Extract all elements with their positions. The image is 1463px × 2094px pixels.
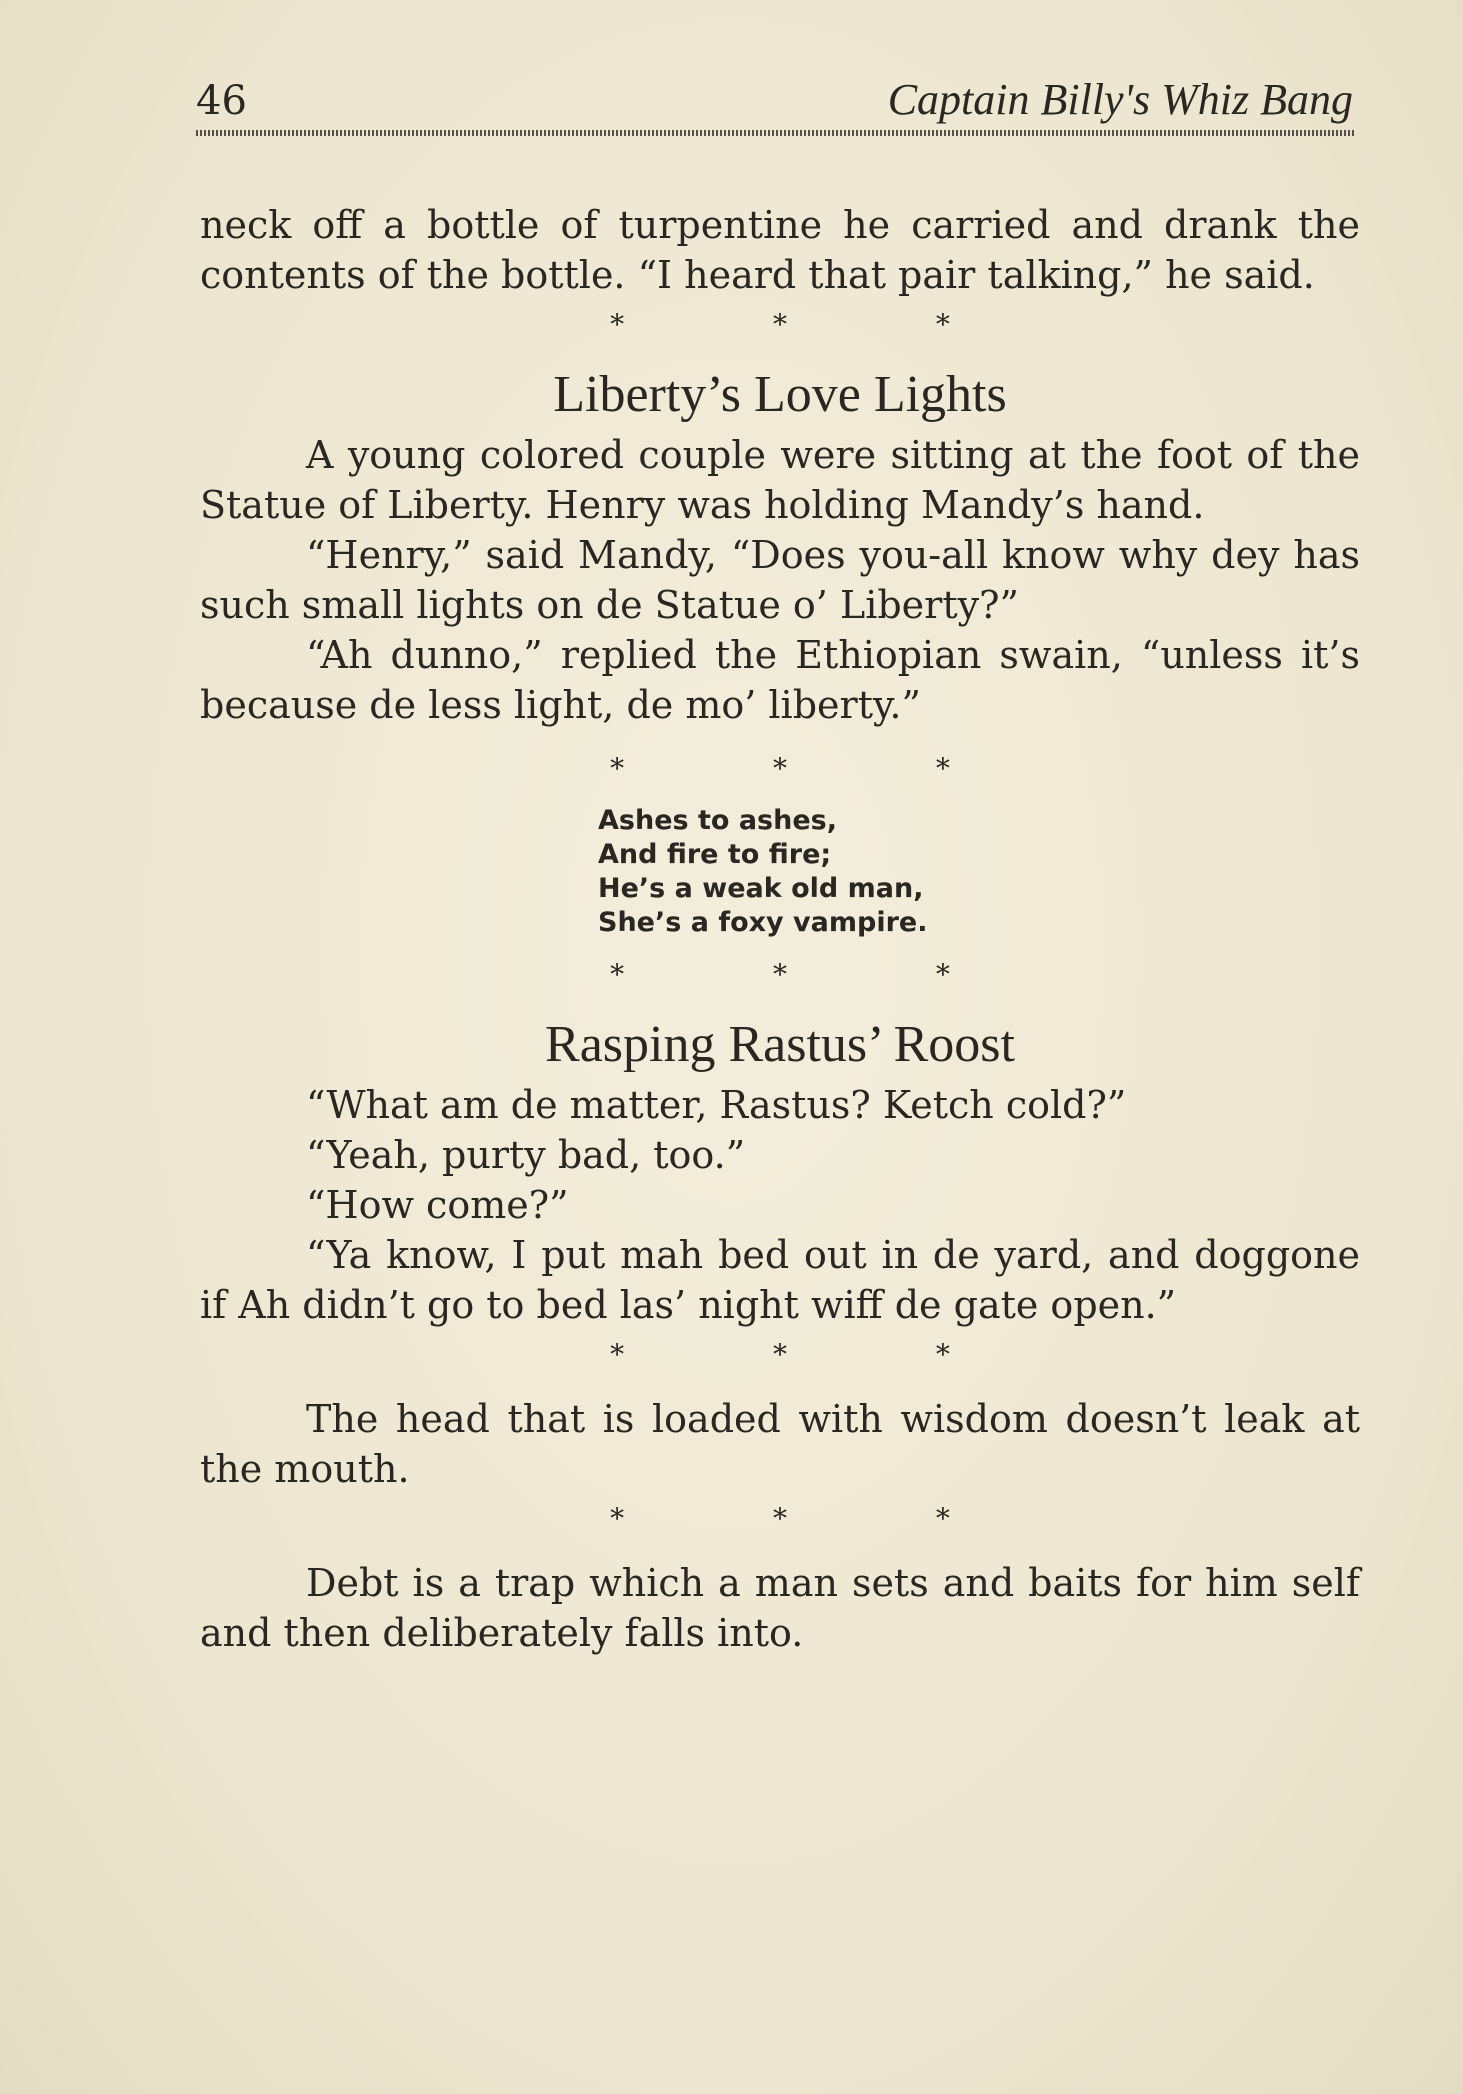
paragraph: “How come?” (306, 1183, 569, 1227)
paragraph: A young colored couple were sitting at the foot of the Statue of Liberty. Henry was holding Mandy’s hand. (200, 433, 1360, 527)
verse-line: And fire to fire; (598, 839, 832, 870)
verse (598, 804, 1360, 940)
separator-4: * * * (610, 1338, 1020, 1371)
separator-3: * * * (610, 958, 1020, 991)
running-title: Captain Billy's Whiz Bang (887, 75, 1353, 124)
page-number: 46 (196, 78, 247, 124)
continuation-paragraph: neck off a bottle of turpentine he carried and drank the contents of the bottle. “I heard that pair talking,” he said. (200, 203, 1360, 297)
separator-1: * * * (610, 308, 1020, 341)
page-body (200, 200, 1360, 1658)
verse-line: He’s a weak old man, (598, 873, 924, 904)
joke-debt: Debt is a trap which a man sets and baits for him self and then deliberately falls into. (200, 1561, 1360, 1655)
verse-line: She’s a foxy vampire. (598, 907, 928, 938)
paragraph: “Ah dunno,” replied the Ethiopian swain, “unless it’s because de less light, de mo’ liberty.” (200, 633, 1360, 727)
page-header (196, 70, 1353, 130)
joke-wisdom: The head that is loaded with wisdom doesn’t leak at the mouth. (200, 1397, 1360, 1491)
separator-2: * * * (610, 752, 1020, 785)
paragraph: “Ya know, I put mah bed out in de yard, and doggone if Ah didn’t go to bed las’ night wiff de gate open.” (200, 1233, 1360, 1327)
verse-line: Ashes to ashes, (598, 805, 837, 836)
paragraph: “Yeah, purty bad, too.” (306, 1133, 746, 1177)
separator-5: * * * (610, 1502, 1020, 1535)
heading-rastus: Rasping Rastus’ Roost (545, 1016, 1015, 1073)
heading-liberty: Liberty’s Love Lights (553, 366, 1007, 423)
paragraph: “What am de matter, Rastus? Ketch cold?” (306, 1083, 1127, 1127)
header-rule (196, 130, 1355, 136)
paragraph: “Henry,” said Mandy, “Does you-all know why dey has such small lights on de Statue o’ Liberty?” (200, 533, 1360, 627)
